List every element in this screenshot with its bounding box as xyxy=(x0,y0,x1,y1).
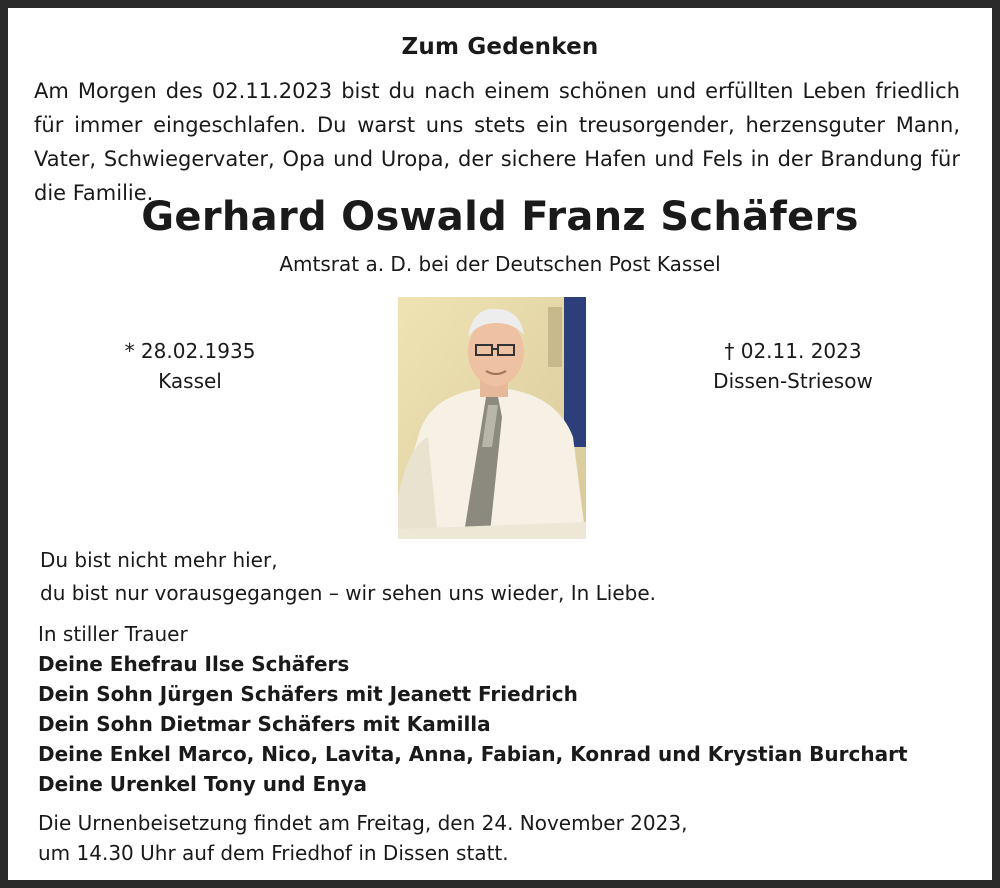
burial-line: um 14.30 Uhr auf dem Friedhof in Dissen statt. xyxy=(38,841,509,865)
deceased-title: Amtsrat a. D. bei der Deutschen Post Kassel xyxy=(279,252,721,276)
mourner-line: Deine Urenkel Tony und Enya xyxy=(38,772,367,796)
memorial-verse xyxy=(40,544,940,610)
mourner-line: Dein Sohn Jürgen Schäfers mit Jeanett Friedrich xyxy=(38,682,578,706)
portrait-photo xyxy=(398,297,586,539)
death-date: † 02.11. 2023 xyxy=(724,339,862,363)
birth-place: Kassel xyxy=(158,369,222,393)
burial-notice xyxy=(38,808,938,868)
death-place: Dissen-Striesow xyxy=(713,369,873,393)
intro-paragraph: Am Morgen des 02.11.2023 bist du nach einem schönen und erfüllten Leben friedlich für immer eingeschlafen. Du warst uns stets ein treusorgender, herzensguter Mann, Vater, Schwiegervater, Opa und Uropa, der sichere Hafen und Fels in der Brandung für die Familie. xyxy=(34,79,960,205)
mourners-list xyxy=(38,619,978,799)
notice-heading: Zum Gedenken xyxy=(401,34,599,60)
deceased-name: Gerhard Oswald Franz Schäfers xyxy=(141,194,859,240)
verse-line: du bist nur vorausgegangen – wir sehen uns wieder, In Liebe. xyxy=(40,581,657,605)
portrait-image xyxy=(398,297,586,539)
mourning-phrase: In stiller Trauer xyxy=(38,622,188,646)
mourner-line: Dein Sohn Dietmar Schäfers mit Kamilla xyxy=(38,712,491,736)
birth-info xyxy=(70,336,310,396)
burial-line: Die Urnenbeisetzung findet am Freitag, den 24. November 2023, xyxy=(38,811,688,835)
death-info xyxy=(673,336,913,396)
verse-line: Du bist nicht mehr hier, xyxy=(40,548,278,572)
birth-date: * 28.02.1935 xyxy=(124,339,256,363)
mourner-line: Deine Ehefrau Ilse Schäfers xyxy=(38,652,350,676)
mourner-line: Deine Enkel Marco, Nico, Lavita, Anna, Fabian, Konrad und Krystian Burchart xyxy=(38,742,908,766)
